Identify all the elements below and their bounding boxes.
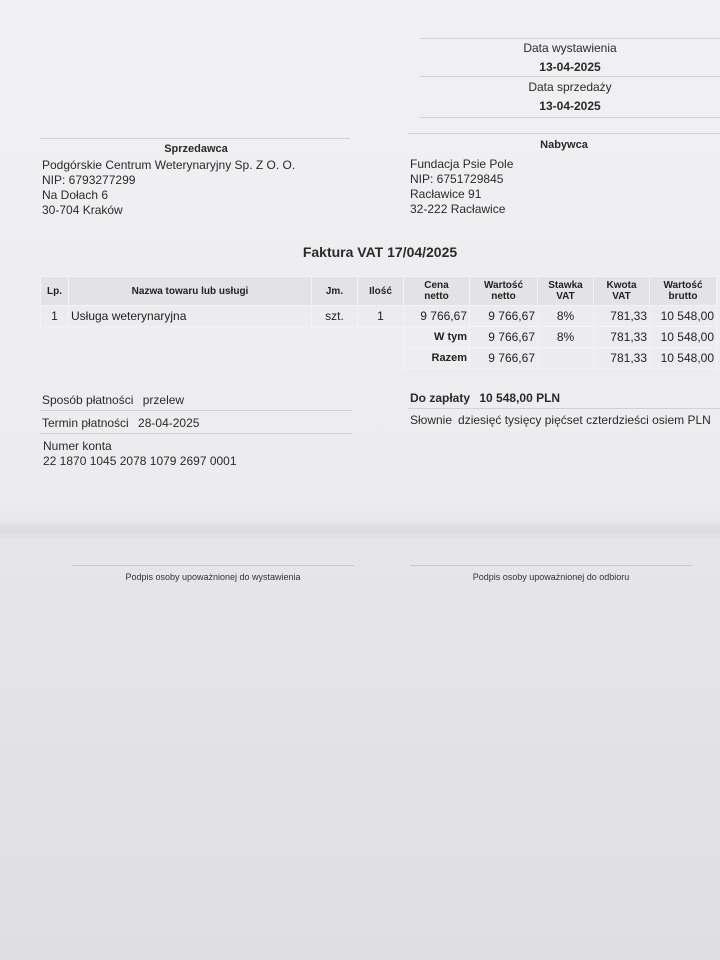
- razem-row: [41, 348, 717, 369]
- row-qty: 1: [358, 306, 404, 327]
- row-gross: 10 548,00: [650, 306, 717, 327]
- issue-date-value: 13-04-2025: [539, 60, 601, 74]
- row-lp: 1: [41, 306, 69, 327]
- wtym-rate: 8%: [538, 327, 594, 348]
- payment-due-label: Termin płatności: [42, 416, 129, 430]
- row-net: 9 766,67: [470, 306, 538, 327]
- amount-due: [410, 391, 560, 405]
- divider: [420, 117, 720, 118]
- razem-vat: 781,33: [594, 348, 650, 369]
- seller-street: Na Dołach 6: [42, 188, 109, 202]
- amount-words-value: dziesięć tysięcy pięćset czterdzieści osiem PLN: [458, 413, 711, 427]
- buyer-nip: NIP: 6751729845: [410, 172, 504, 186]
- razem-gross: 10 548,00: [650, 348, 717, 369]
- payment-due-value: 28-04-2025: [138, 416, 200, 430]
- seller-nip: NIP: 6793277299: [42, 173, 136, 187]
- buyer-city: 32-222 Racławice: [410, 202, 506, 216]
- buyer-header: Nabywca: [540, 139, 588, 151]
- wtym-label: W tym: [404, 327, 470, 348]
- divider: [40, 433, 352, 434]
- row-name: Usługa weterynaryjna: [69, 306, 312, 327]
- table-row: [41, 306, 717, 327]
- header-price: Cena netto: [404, 277, 470, 306]
- divider: [40, 138, 350, 139]
- header-qty: Ilość: [358, 277, 404, 306]
- sale-date-value: 13-04-2025: [539, 99, 601, 113]
- payment-method-value: przelew: [142, 393, 185, 407]
- wtym-gross: 10 548,00: [650, 327, 717, 348]
- amount-words: [410, 413, 715, 428]
- amount-due-value: 10 548,00 PLN: [479, 391, 561, 405]
- seller-block: [40, 142, 352, 218]
- table-header-row: [41, 277, 717, 306]
- seller-header: Sprzedawca: [164, 143, 228, 155]
- wtym-vat: 781,33: [594, 327, 650, 348]
- row-vat: 781,33: [594, 306, 650, 327]
- wtym-row: [41, 327, 717, 348]
- sale-dates-block: [420, 78, 720, 116]
- divider: [408, 133, 720, 134]
- issuer-signature-label: Podpis osoby upoważnionej do wystawienia: [125, 572, 301, 582]
- payment-due: [42, 416, 199, 430]
- buyer-name: Fundacja Psie Pole: [410, 157, 514, 171]
- divider: [420, 76, 720, 77]
- seller-city: 30-704 Kraków: [42, 203, 123, 217]
- seller-name: Podgórskie Centrum Weterynaryjny Sp. Z O. O.: [42, 158, 296, 172]
- header-lp: Lp.: [41, 277, 69, 306]
- header-gross: Wartość brutto: [650, 277, 717, 306]
- razem-net: 9 766,67: [470, 348, 538, 369]
- receiver-signature-label: Podpis osoby upoważnionej do odbioru: [472, 572, 630, 582]
- account-block: [43, 439, 237, 469]
- wtym-net: 9 766,67: [470, 327, 538, 348]
- invoice-title: Faktura VAT 17/04/2025: [302, 244, 458, 260]
- header-rate: Stawka VAT: [538, 277, 594, 306]
- account-label: Numer konta: [43, 439, 112, 453]
- row-unit: szt.: [312, 306, 358, 327]
- razem-label: Razem: [404, 348, 470, 369]
- sale-date-label: Data sprzedaży: [528, 80, 612, 94]
- razem-rate-empty: [538, 348, 594, 369]
- issue-date-label: Data wystawienia: [523, 41, 617, 55]
- dates-block: [420, 39, 720, 77]
- divider: [40, 410, 352, 411]
- account-number: 22 1870 1045 2078 1079 2697 0001: [43, 454, 237, 468]
- payment-method-label: Sposób płatności: [42, 393, 134, 407]
- header-unit: Jm.: [312, 277, 358, 306]
- header-net: Wartość netto: [470, 277, 538, 306]
- buyer-street: Racławice 91: [410, 187, 482, 201]
- divider: [408, 408, 720, 409]
- amount-words-label: Słownie: [410, 413, 453, 427]
- header-name: Nazwa towaru lub usługi: [69, 277, 312, 306]
- amount-due-label: Do zapłaty: [410, 391, 471, 405]
- row-price: 9 766,67: [404, 306, 470, 327]
- signature-line: [72, 565, 354, 566]
- items-table: [40, 276, 717, 369]
- header-vat: Kwota VAT: [594, 277, 650, 306]
- row-rate: 8%: [538, 306, 594, 327]
- paper-fold: [0, 520, 720, 540]
- payment-method: [42, 393, 184, 407]
- buyer-block: [408, 138, 720, 217]
- signature-line: [410, 565, 692, 566]
